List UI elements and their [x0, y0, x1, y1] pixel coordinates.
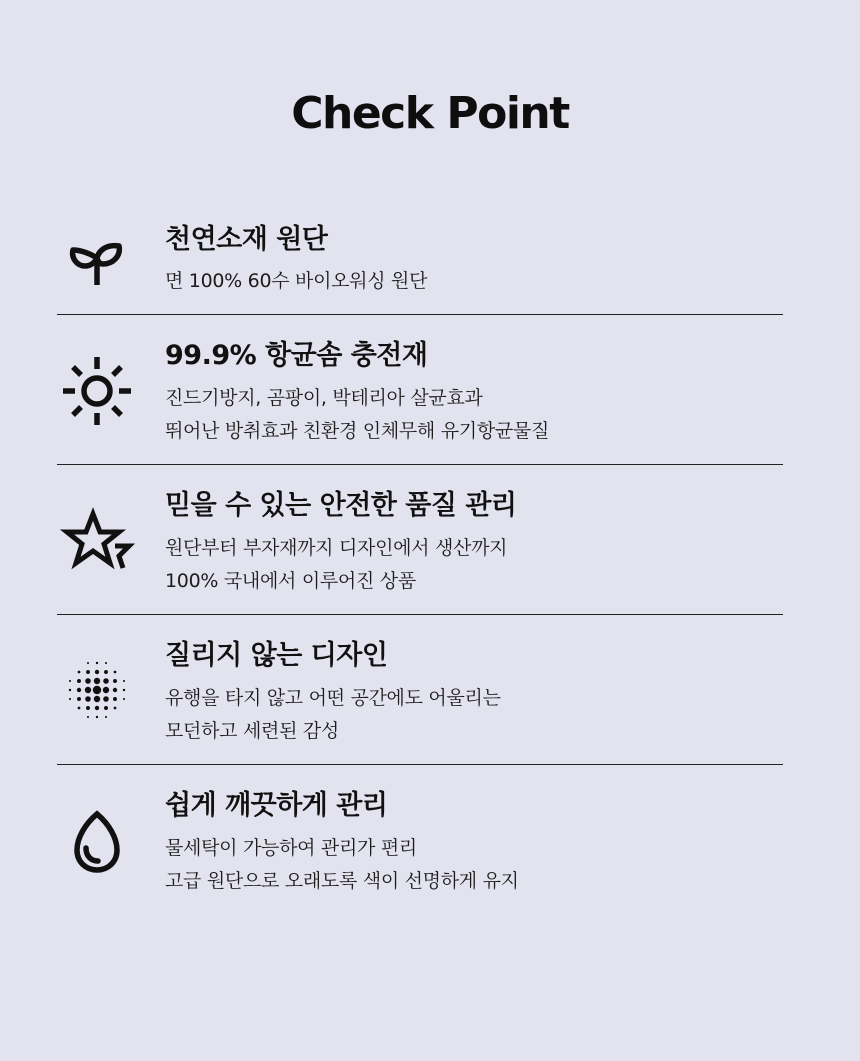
check-point-item-easy-care [57, 765, 783, 915]
dot-pattern-icon [57, 650, 137, 730]
pattern-dot [77, 697, 81, 701]
pattern-dot [86, 706, 90, 710]
item-description-line: 고급 원단으로 오래도록 색이 선명하게 유지 [165, 870, 519, 892]
item-description-line: 유행을 타지 않고 어떤 공간에도 어울리는 [165, 687, 501, 709]
pattern-dot [123, 698, 125, 700]
pattern-dot [94, 678, 100, 684]
item-heading: 99.9% 항균솜 충전재 [165, 340, 428, 371]
pattern-dot [113, 688, 117, 692]
pattern-dot [114, 671, 117, 674]
pattern-dot [69, 680, 71, 682]
item-heading: 질리지 않는 디자인 [165, 640, 388, 671]
pattern-dot [78, 707, 81, 710]
item-description-line: 물세탁이 가능하여 관리가 편리 [165, 837, 417, 859]
item-heading: 믿을 수 있는 안전한 품질 관리 [165, 490, 517, 521]
item-description [165, 265, 427, 298]
pattern-dot [87, 716, 89, 718]
pattern-dot [103, 687, 109, 693]
item-description [165, 382, 549, 448]
item-description-line: 모던하고 세련된 감성 [165, 720, 339, 742]
pattern-dot [103, 696, 109, 702]
pattern-dot [94, 696, 100, 702]
pattern-dot [105, 716, 107, 718]
pattern-dot [103, 678, 109, 684]
pattern-dot [95, 670, 99, 674]
check-point-item-quality-control [57, 465, 783, 615]
page-title: Check Point [291, 88, 569, 139]
pattern-dot [86, 670, 90, 674]
pattern-dot [69, 689, 71, 691]
pattern-dot [85, 696, 91, 702]
pattern-dot [114, 707, 117, 710]
item-heading: 쉽게 깨끗하게 관리 [165, 790, 388, 821]
item-description-line: 원단부터 부자재까지 디자인에서 생산까지 [165, 537, 508, 559]
water-drop-icon [57, 800, 137, 880]
pattern-dot [95, 706, 99, 710]
pattern-dot [96, 662, 98, 664]
item-description-line: 뛰어난 방취효과 친환경 인체무해 유기항균물질 [165, 420, 550, 442]
pattern-dot [93, 686, 101, 694]
item-description [165, 682, 501, 748]
pattern-dot [77, 688, 81, 692]
pattern-dot [105, 662, 107, 664]
sparkle-star-icon [57, 500, 137, 580]
pattern-dot [69, 698, 71, 700]
check-point-item-natural-fabric [57, 195, 783, 315]
check-point-list [57, 195, 783, 915]
pattern-dot [104, 706, 108, 710]
pattern-dot [123, 689, 125, 691]
pattern-dot [113, 679, 117, 683]
item-description-line: 100% 국내에서 이루어진 상품 [165, 570, 416, 592]
pattern-dot [78, 671, 81, 674]
item-description [165, 832, 519, 898]
check-point-item-antibacterial-filling [57, 315, 783, 465]
item-description [165, 532, 507, 598]
pattern-dot [96, 716, 98, 718]
item-heading: 천연소재 원단 [165, 224, 328, 255]
pattern-dot [123, 680, 125, 682]
pattern-dot [77, 679, 81, 683]
item-description-line: 면 100% 60수 바이오워싱 원단 [165, 270, 428, 292]
pattern-dot [104, 670, 108, 674]
pattern-dot [113, 697, 117, 701]
sprout-icon [57, 218, 137, 298]
pattern-dot [85, 678, 91, 684]
sun-icon [57, 351, 137, 431]
pattern-dot [87, 662, 89, 664]
check-point-item-timeless-design [57, 615, 783, 765]
pattern-dot [85, 687, 91, 693]
item-description-line: 진드기방지, 곰팡이, 박테리아 살균효과 [165, 387, 483, 409]
